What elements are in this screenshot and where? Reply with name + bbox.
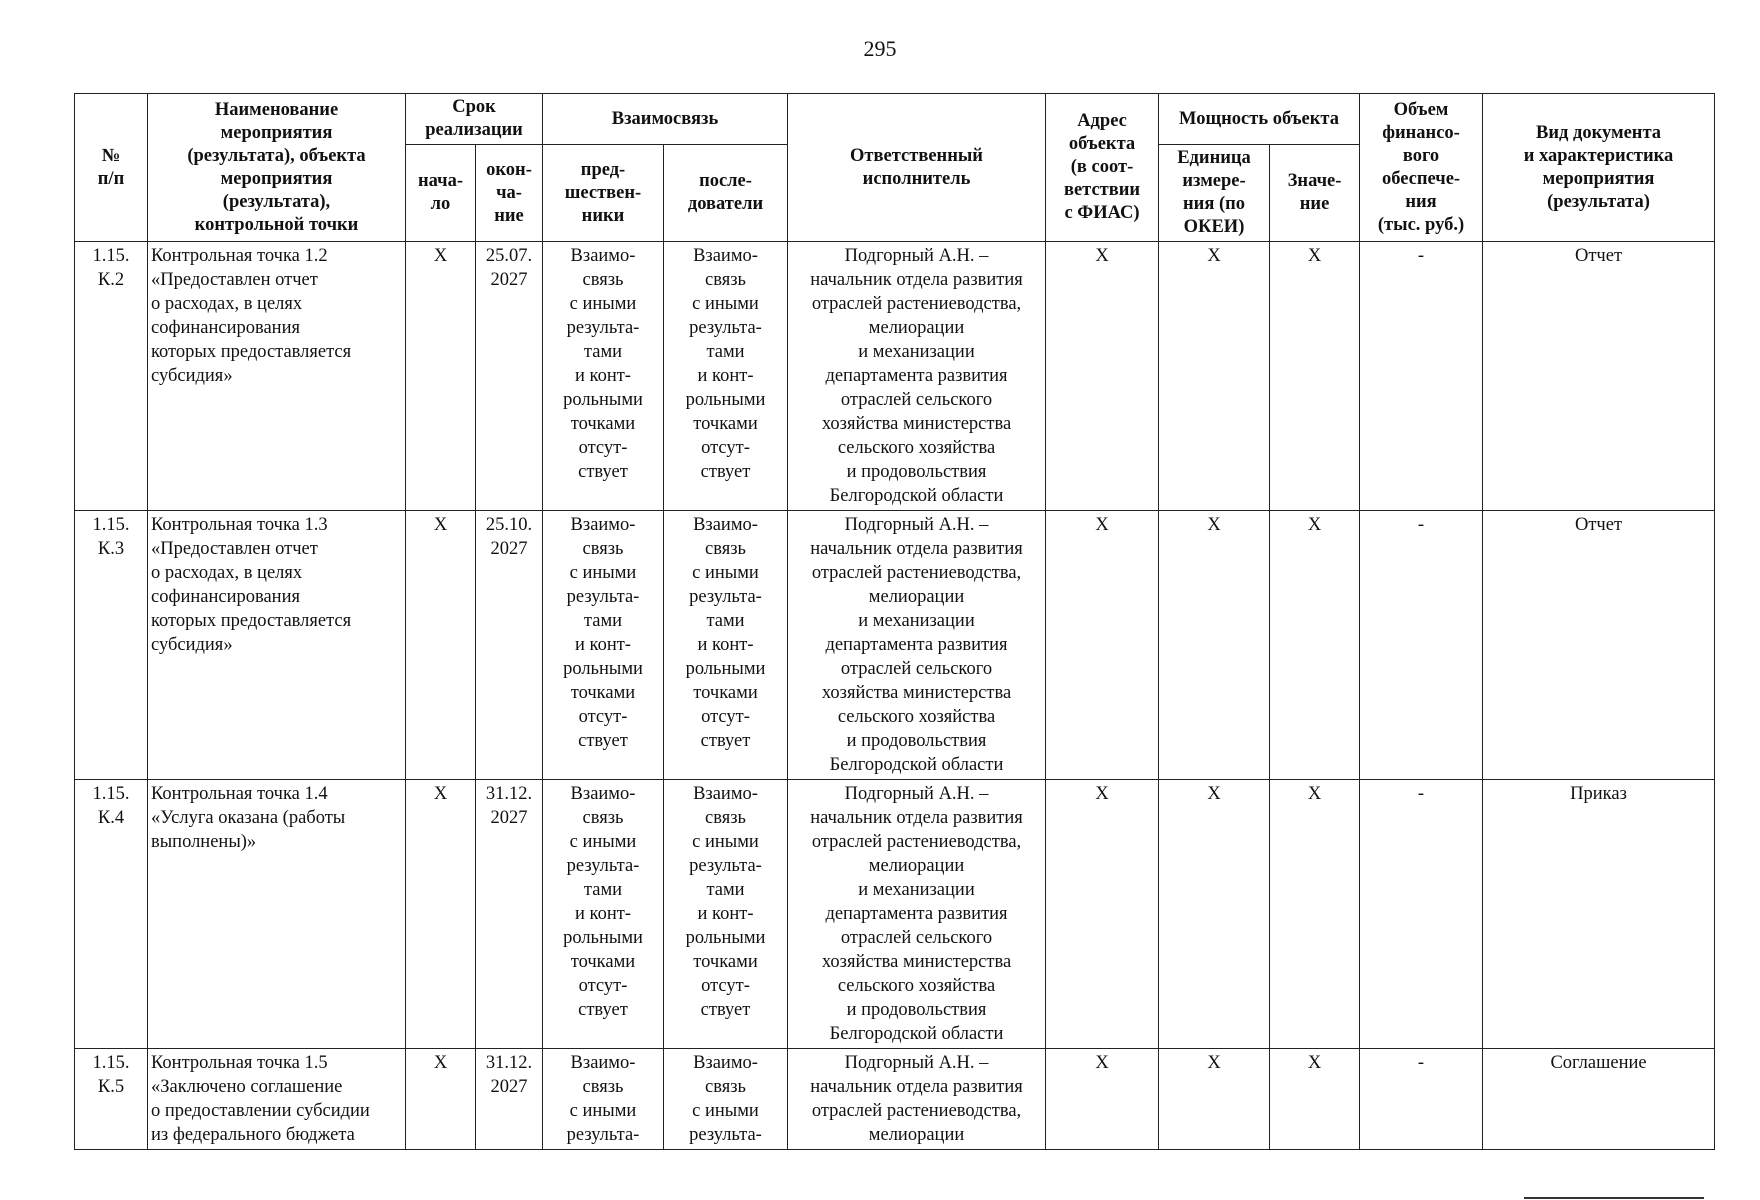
cell-responsible: Подгорный А.Н. – начальник отдела развития отраслей растениеводства, мелиорации и механизации департамента развития отраслей сельского хозяйства министерства сельского хозяйства и продовольствия Белгородской области xyxy=(788,511,1046,780)
cell-num: 1.15. К.4 xyxy=(75,780,148,1049)
cell-address: X xyxy=(1046,511,1159,780)
cell-start: X xyxy=(406,511,476,780)
cell-address: X xyxy=(1046,1049,1159,1150)
cell-name: Контрольная точка 1.4 «Услуга оказана (работы выполнены)» xyxy=(148,780,406,1049)
cell-num: 1.15. К.5 xyxy=(75,1049,148,1150)
cell-finance: - xyxy=(1360,1049,1483,1150)
cell-unit: X xyxy=(1159,1049,1270,1150)
cell-name: Контрольная точка 1.5 «Заключено соглашение о предоставлении субсидии из федерального бюджета xyxy=(148,1049,406,1150)
cell-end: 31.12. 2027 xyxy=(476,780,543,1049)
table-row xyxy=(75,1049,1715,1150)
cell-name: Контрольная точка 1.2 «Предоставлен отчет о расходах, в целях софинансирования которых предоставляется субсидия» xyxy=(148,242,406,511)
header-num: № п/п xyxy=(75,94,148,242)
cell-responsible: Подгорный А.Н. – начальник отдела развития отраслей растениеводства, мелиорации xyxy=(788,1049,1046,1150)
cell-prev: Взаимо- связь с иными результа- тами и конт- рольными точками отсут- ствует xyxy=(543,780,664,1049)
header-srok-start: нача- ло xyxy=(406,145,476,242)
page-bottom-rule xyxy=(1524,1197,1704,1199)
cell-finance: - xyxy=(1360,242,1483,511)
cell-address: X xyxy=(1046,780,1159,1049)
cell-name: Контрольная точка 1.3 «Предоставлен отчет о расходах, в целях софинансирования которых предоставляется субсидия» xyxy=(148,511,406,780)
cell-prev: Взаимо- связь с иными результа- тами и конт- рольными точками отсут- ствует xyxy=(543,242,664,511)
cell-finance: - xyxy=(1360,780,1483,1049)
cell-responsible: Подгорный А.Н. – начальник отдела развития отраслей растениеводства, мелиорации и механизации департамента развития отраслей сельского хозяйства министерства сельского хозяйства и продовольствия Белгородской области xyxy=(788,242,1046,511)
header-unit: Единица измере- ния (по ОКЕИ) xyxy=(1159,145,1270,242)
cell-value: X xyxy=(1270,242,1360,511)
cell-start: X xyxy=(406,780,476,1049)
cell-doc: Отчет xyxy=(1483,511,1715,780)
header-finance: Объем финансо- вого обеспече- ния (тыс. руб.) xyxy=(1360,94,1483,242)
cell-value: X xyxy=(1270,1049,1360,1150)
cell-finance: - xyxy=(1360,511,1483,780)
cell-end: 25.10. 2027 xyxy=(476,511,543,780)
cell-prev: Взаимо- связь с иными результа- тами и конт- рольными точками отсут- ствует xyxy=(543,511,664,780)
header-value: Значе- ние xyxy=(1270,145,1360,242)
header-name: Наименование мероприятия (результата), объекта мероприятия (результата), контрольной точки xyxy=(148,94,406,242)
cell-next: Взаимо- связь с иными результа- xyxy=(664,1049,788,1150)
cell-unit: X xyxy=(1159,511,1270,780)
header-link-prev: пред- шествен- ники xyxy=(543,145,664,242)
header-srok-end: окон- ча- ние xyxy=(476,145,543,242)
table-row xyxy=(75,780,1715,1049)
table-row xyxy=(75,511,1715,780)
cell-num: 1.15. К.3 xyxy=(75,511,148,780)
cell-num: 1.15. К.2 xyxy=(75,242,148,511)
cell-start: X xyxy=(406,242,476,511)
cell-end: 31.12. 2027 xyxy=(476,1049,543,1150)
cell-doc: Соглашение xyxy=(1483,1049,1715,1150)
cell-start: X xyxy=(406,1049,476,1150)
header-capacity: Мощность объекта xyxy=(1159,94,1360,145)
activities-table xyxy=(74,93,1715,1150)
header-row-top xyxy=(75,94,1715,145)
cell-responsible: Подгорный А.Н. – начальник отдела развития отраслей растениеводства, мелиорации и механизации департамента развития отраслей сельского хозяйства министерства сельского хозяйства и продовольствия Белгородской области xyxy=(788,780,1046,1049)
header-link: Взаимосвязь xyxy=(543,94,788,145)
header-address: Адрес объекта (в соот- ветствии с ФИАС) xyxy=(1046,94,1159,242)
cell-prev: Взаимо- связь с иными результа- xyxy=(543,1049,664,1150)
cell-end: 25.07. 2027 xyxy=(476,242,543,511)
cell-doc: Отчет xyxy=(1483,242,1715,511)
cell-next: Взаимо- связь с иными результа- тами и конт- рольными точками отсут- ствует xyxy=(664,242,788,511)
cell-value: X xyxy=(1270,780,1360,1049)
cell-unit: X xyxy=(1159,780,1270,1049)
page-number: 295 xyxy=(863,36,897,61)
cell-next: Взаимо- связь с иными результа- тами и конт- рольными точками отсут- ствует xyxy=(664,511,788,780)
header-doc-type: Вид документа и характеристика мероприятия (результата) xyxy=(1483,94,1715,242)
cell-address: X xyxy=(1046,242,1159,511)
header-link-next: после- дователи xyxy=(664,145,788,242)
header-srok: Срок реализации xyxy=(406,94,543,145)
table-row xyxy=(75,242,1715,511)
cell-next: Взаимо- связь с иными результа- тами и конт- рольными точками отсут- ствует xyxy=(664,780,788,1049)
cell-unit: X xyxy=(1159,242,1270,511)
header-responsible: Ответственный исполнитель xyxy=(788,94,1046,242)
cell-value: X xyxy=(1270,511,1360,780)
cell-doc: Приказ xyxy=(1483,780,1715,1049)
